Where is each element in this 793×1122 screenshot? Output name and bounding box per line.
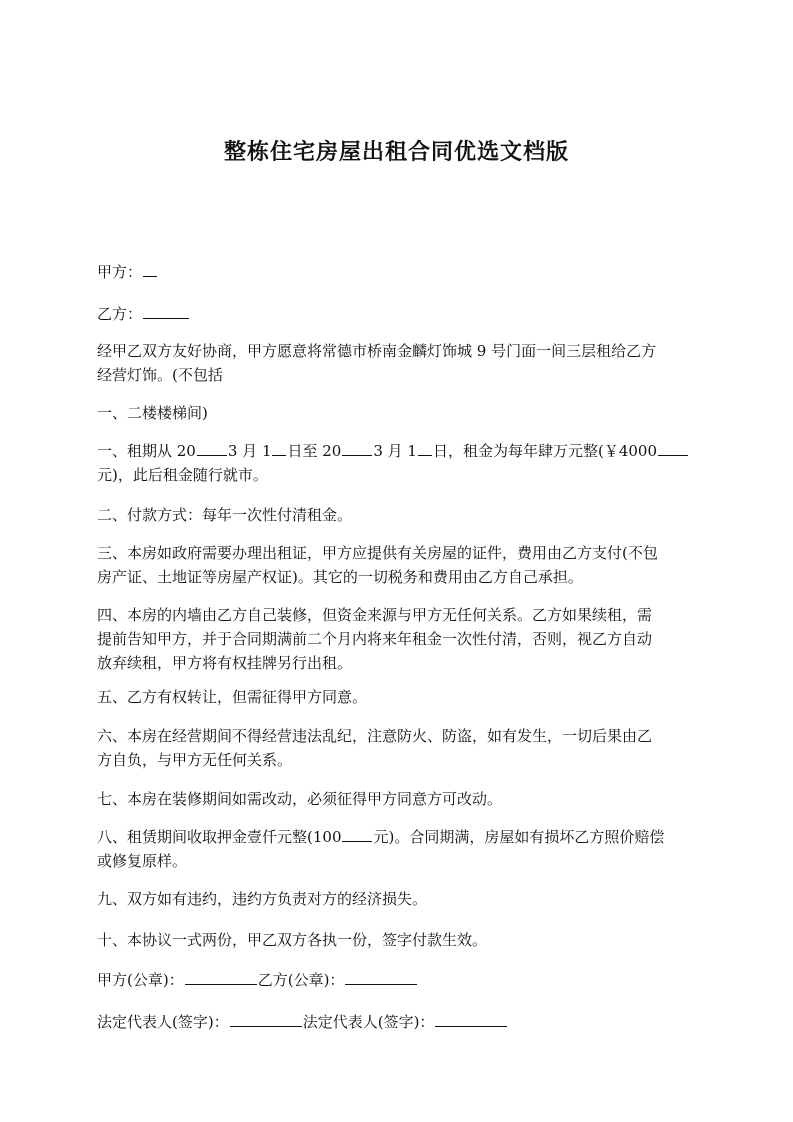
clause-8-text-b: 元)。合同期满，房屋如有损坏乙方照价赔偿	[373, 828, 665, 846]
clause-3-line-2: 房产证、土地证等房屋产权证)。其它的一切税务和费用由乙方自己承担。	[97, 568, 583, 586]
clause-8	[97, 825, 697, 873]
rep-b-label: 法定代表人(签字)：	[302, 1013, 435, 1031]
intro-line-2: 经营灯饰。(不包括	[97, 366, 223, 384]
clause-6-line-1: 六、本房在经营期间不得经营违法乱纪，注意防火、防盗，如有发生，一切后果由乙	[97, 727, 653, 745]
clause-1-text-b: 3 月 1	[227, 442, 272, 460]
clause-4-line-1: 四、本房的内墙由乙方自己装修，但资金来源与甲方无任何关系。乙方如果续租，需	[97, 606, 653, 624]
day-start-blank	[272, 441, 286, 456]
rent-amount-blank	[658, 441, 688, 456]
clause-5: 五、乙方有权转让，但需征得甲方同意。	[97, 688, 368, 706]
party-a-label: 甲方：	[97, 263, 143, 281]
representative-line	[97, 1010, 697, 1034]
seal-line	[97, 968, 697, 992]
party-b-blank	[143, 304, 189, 319]
document-title: 整栋住宅房屋出租合同优选文档版	[223, 140, 569, 165]
clause-1	[97, 439, 697, 487]
clause-8-line-2: 或修复原样。	[97, 852, 188, 870]
clause-10: 十、本协议一式两份，甲乙双方各执一份，签字付款生效。	[97, 931, 488, 949]
clause-9: 九、双方如有违约，违约方负责对方的经济损失。	[97, 890, 428, 908]
clause-1-line-1	[97, 439, 697, 463]
intro-paragraph	[97, 339, 697, 387]
clause-1-line-2: 元)，此后租金随行就市。	[97, 466, 268, 484]
clause-4	[97, 603, 697, 675]
clause-7: 七、本房在装修期间如需改动，必须征得甲方同意方可改动。	[97, 790, 503, 808]
clause-3	[97, 541, 697, 589]
clause-6	[97, 724, 697, 772]
clause-8-text-a: 八、租赁期间收取押金壹仟元整(100	[97, 828, 342, 846]
party-a-blank	[143, 262, 157, 277]
year-end-blank	[342, 441, 372, 456]
rep-a-label: 法定代表人(签字)：	[97, 1013, 229, 1031]
clause-1-text-e: 日，租金为每年肆万元整(￥4000	[432, 442, 657, 460]
clause-1-text-d: 3 月 1	[373, 442, 417, 460]
clause-4-line-3: 放弃续租，甲方将有权挂牌另行出租。	[97, 654, 353, 672]
party-a-line	[97, 260, 697, 284]
year-start-blank	[197, 441, 227, 456]
clause-2: 二、付款方式：每年一次性付清租金。	[97, 506, 353, 524]
clause-4-line-2: 提前告知甲方，并于合同期满前二个月内将来年租金一次性付清，否则，视乙方自动	[97, 630, 653, 648]
intro-line-1: 经甲乙双方友好协商，甲方愿意将常德市桥南金麟灯饰城 9 号门面一间三层租给乙方	[97, 342, 657, 360]
party-b-label: 乙方：	[97, 305, 143, 323]
seal-b-blank	[345, 970, 417, 985]
deposit-blank	[342, 827, 372, 842]
clause-1-text-a: 一、租期从 20	[97, 442, 196, 460]
day-end-blank	[418, 441, 432, 456]
clause-stairs: 一、二楼楼梯间)	[97, 404, 208, 422]
party-b-line	[97, 302, 697, 326]
seal-a-label: 甲方(公章)：	[97, 971, 184, 989]
clause-1-text-c: 日至 20	[287, 442, 342, 460]
clause-6-line-2: 方自负，与甲方无任何关系。	[97, 751, 293, 769]
clause-8-line-1	[97, 825, 697, 849]
seal-b-label: 乙方(公章)：	[257, 971, 345, 989]
rep-a-blank	[230, 1012, 302, 1027]
rep-b-blank	[435, 1012, 507, 1027]
seal-a-blank	[185, 970, 257, 985]
clause-3-line-1: 三、本房如政府需要办理出租证，甲方应提供有关房屋的证件，费用由乙方支付(不包	[97, 544, 658, 562]
